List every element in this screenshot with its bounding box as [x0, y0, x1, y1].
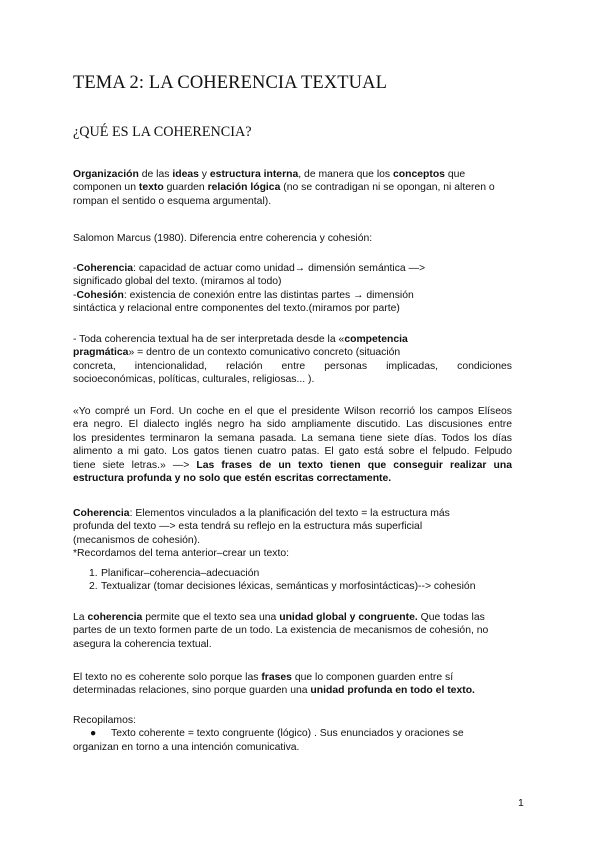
- bold-term: conceptos: [393, 169, 445, 180]
- bold-term: unidad profunda en todo el texto.: [310, 685, 475, 697]
- page-number: 1: [518, 798, 524, 809]
- bold-term: competencia: [344, 334, 408, 345]
- bold-term: Coherencia: [76, 263, 134, 274]
- bold-term: Organización: [73, 169, 139, 180]
- bold-term: unidad global y congruente.: [279, 612, 418, 623]
- citation-line: Salomon Marcus (1980). Diferencia entre coherencia y cohesión:: [73, 233, 373, 244]
- bold-term: ideas: [172, 169, 199, 180]
- bold-term: pragmática: [73, 347, 129, 359]
- summary-section: Recopilamos: ● Texto coherente = texto congruente (lógico) . Sus enunciados y oraciones se organizan en torno a una intención comunicativa.: [73, 714, 512, 754]
- bullet-icon: ●: [90, 728, 97, 740]
- example-quote: «Yo compré un Ford. Un coche en el que el presidente Wilson recorrió los campos Elíseos era negro. El dialecto inglés negro ha sido ampliamente discutido. Las discusiones entre los presidentes terminaron la semana pasada. La semana tiene siete días. Todos los días alimento a mi gato. Los gatos tienen cuatro patas. El gato está sobre el felpudo. Felpudo tiene siete letras.» —> Las frases de un texto tienen que conseguir realizar una estructura profunda y no solo que estén escritas correctamente.: [73, 406, 512, 485]
- bold-term: relación lógica: [207, 182, 281, 194]
- section-heading: ¿QUÉ ES LA COHERENCIA?: [73, 124, 252, 140]
- summary-heading: Recopilamos:: [73, 715, 136, 726]
- bold-term: Coherencia: [73, 508, 130, 519]
- bold-term: coherencia: [87, 612, 143, 623]
- pragmatic-paragraph: - Toda coherencia textual ha de ser interpretada desde la «competencia pragmática» = dentro de un contexto comunicativo concreto (situación concreta, intencionalidad, relación entre personas implicadas, condiciones socioeconómicas, políticas, culturales, religiosas... ).: [73, 334, 512, 386]
- definition-cohesion: -Cohesión: existencia de conexión entre las distintas partes → dimensión sintáctica y relacional entre componentes del texto.(miramos por parte): [73, 290, 414, 315]
- list-item: ● Texto coherente = texto congruente (lógico) . Sus enunciados y oraciones se: [90, 728, 464, 740]
- page-title: TEMA 2: LA COHERENCIA TEXTUAL: [73, 73, 387, 93]
- bold-term: Cohesión: [76, 290, 124, 301]
- bold-conclusion: Las frases de un texto tienen que conseguir realizar una: [196, 459, 512, 471]
- bold-term: estructura interna: [209, 169, 299, 180]
- bold-term: texto: [138, 182, 164, 194]
- list-item: 2. Textualizar (tomar decisiones léxicas, semánticas y morfosintácticas)--> cohesión: [89, 581, 476, 593]
- steps-list: [73, 567, 512, 594]
- global-unity-paragraph: La coherencia permite que el texto sea una unidad global y congruente. Que todas las partes de un texto formen parte de un todo. La existencia de mecanismos de cohesión, no asegura la coherencia textual.: [73, 612, 489, 650]
- bold-term: frases: [261, 672, 292, 683]
- coherence-planning-paragraph: Coherencia: Elementos vinculados a la planificación del texto = la estructura más profunda del texto —> esta tendrá su reflejo en la estructura más superficial (mecanismos de cohesión). *Recordamos del tema anterior–crear un texto:: [73, 508, 450, 560]
- list-item: 1. Planificar–coherencia–adecuación: [89, 568, 260, 579]
- bold-conclusion: estructura profunda y no solo que estén escritas correctamente.: [73, 473, 392, 485]
- deep-unity-paragraph: El texto no es coherente solo porque las frases que lo componen guarden entre sí determinadas relaciones, sino porque guarden una unidad profunda en todo el texto.: [73, 672, 475, 697]
- definition-paragraph: Organización de las ideas y estructura interna, de manera que los conceptos que componen un texto guarden relación lógica (no se contradigan ni se opongan, ni alteren o rompan el sentido o esquema argumental).: [73, 169, 495, 207]
- definition-coherencia: -Coherencia: capacidad de actuar como unidad→ dimensión semántica —> significado global del texto. (miramos al todo): [73, 263, 426, 288]
